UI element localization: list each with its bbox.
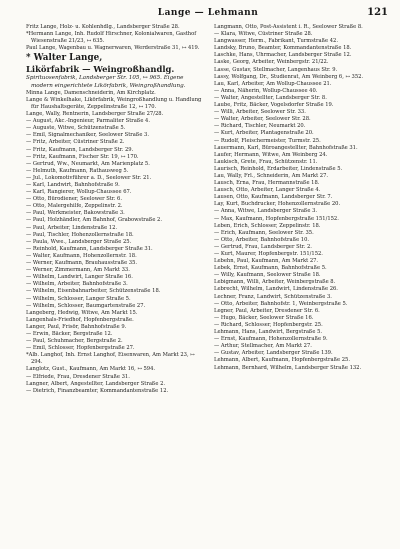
directory-entry: — Werner, Kaufmann, Brauhausstraße 35. — [26, 260, 138, 267]
directory-entry: Laukisch, Grete, Frau, Schützenstr. 11. — [214, 158, 318, 165]
directory-entry: — Otto, Arbeiter, Bahnhofstr. 1, Weinbergstraße 5. — [214, 300, 348, 307]
directory-entry: — Paul, Werkmeister, Bakowstraße 3. — [26, 210, 125, 217]
directory-entry: Paul Lange, Wagenbau u. Wagnerwaren, Werderstraße 31, ↦ 419. — [26, 45, 200, 52]
advertisement-name: * Walter Lange, — [26, 53, 103, 64]
directory-entry: Laschke, Hans, Uhrmacher, Landsberger Straße 12. — [214, 52, 352, 59]
directory-entry: — Kurt, Arbeiter, Plantagenstraße 20. — [214, 130, 314, 137]
directory-entry: Langwasser, Herm., Fabrikant, Turmstraße 42. — [214, 38, 338, 45]
directory-entry: — Paul, Schuhmacher, Bergstraße 2. — [26, 338, 123, 345]
directory-entry: — Ernst, Kaufmann, Hohenzollernstraße 9. — [214, 336, 328, 343]
directory-entry: Laufer, Hermann, Witwe, Am Weinberg 24. — [214, 151, 328, 158]
directory-entry: — Auguste, Witwe, Schützenstraße 5. — [26, 125, 126, 132]
directory-entry: — Max, Kaufmann, Hopfenbergstraße 151/152. — [214, 215, 339, 222]
directory-entry: Langer, Paul, Frisör, Bahnhofstraße 9. — [26, 323, 127, 330]
directory-entry: — Wilhelm, Arbeiter, Bahnhofstraße 3. — [26, 281, 128, 288]
directory-entry: — Fritz, Kaufmann, Fischer Str. 19, ↦ 170. — [26, 153, 139, 160]
directory-entry: Laske, Georg, Arbeiter, Weinbergstr. 21/22. — [214, 59, 329, 66]
directory-entry: — Helmuth, Kaufmann, Rathausweg 5. — [26, 167, 129, 174]
directory-entry: Lehmann, Bernhard, Wilhelm, Landsberger Straße 132. — [214, 364, 362, 371]
directory-entry: Langner, Albert, Angestellter, Landsberger Straße 2. — [26, 380, 166, 387]
directory-entry: — Otto, Malergehilfe, Zeppelinstr. 2. — [26, 203, 123, 210]
directory-entry: — Wilhelm, Landwirt, Langer Straße 16. — [26, 274, 133, 281]
directory-entry: — Wilhelm, Eisenbahnarbeiter, Schützenstraße 18. — [26, 288, 161, 295]
directory-entry: Lechner, Franz, Landwirt, Schützenstraße 3. — [214, 293, 332, 300]
directory-entry: Laurisch, Reinhold, Erdarbeiter, Lindenstraße 5. — [214, 165, 343, 172]
directory-entry: — Gustav, Arbeiter, Landsberger Straße 139. — [214, 350, 333, 357]
directory-entry: — Otto, Bürodiener, Seelower Str. 6. — [26, 196, 123, 203]
directory-entry: — Willy, Kaufmann, Seelower Straße 18. — [214, 272, 321, 279]
directory-entry: Lassy, Wolfgang, Dr., Studienrat, Am Weinberg 6, ↦ 352. — [214, 73, 364, 80]
directory-entry: Lasse, Gustav, Stellmacher, Langenhaus Str. 9. — [214, 66, 338, 73]
directory-entry: Minna Lange, Damenschneiderin, Am Kirchplatz. — [26, 89, 156, 96]
directory-entry: — Emil, Schlosser, Hopfenbergstraße 27. — [26, 345, 135, 352]
directory-entry: — Paul, Tischler, Hohenzollernstraße 18. — [26, 231, 134, 238]
directory-entry: Fritz Lange, Holz- u. Kohlenhdlg., Landsberger Straße 28. — [26, 24, 180, 30]
directory-entry: — Otto, Arbeiter, Bahnhofstraße 10. — [214, 236, 310, 243]
directory-entry: — Dietrich, Finanzbeamter, Kommandantenstraße 12. — [26, 387, 169, 394]
directory-columns — [26, 24, 390, 544]
directory-entry: Langmann, Otto, Post-Assistent i. R., Seelower Straße 8. — [214, 24, 363, 30]
directory-entry: Langenhals-Friedhof, Hopfenbergstraße. — [26, 316, 134, 323]
directory-entry: — Richard, Tischler, Neumarkt 20. — [214, 123, 306, 130]
directory-entry: Lauermann, Karl, Büroangestellter, Bahnhofstraße 31. — [214, 144, 358, 151]
directory-entry: — Paul, Holzhändler, Am Bahnhof, Grabowstraße 2. — [26, 217, 163, 224]
directory-entry: — Rudolf, Fleischermeister, Turmstr. 25. — [214, 137, 321, 144]
directory-entry: Lausch, Otto, Arbeiter, Langer Straße 4. — [214, 187, 321, 194]
directory-entry: — Gertrud, Frau, Landsberger Str. 2. — [214, 243, 312, 250]
directory-entry: Lebek, Ernst, Kaufmann, Bahnhofstraße 5. — [214, 265, 327, 272]
directory-entry: Laube, Fritz, Bäcker, Vogelsdorfer Straße 19. — [214, 102, 334, 109]
directory-entry: — Walter, Kaufmann, Hohenzollernstr. 18. — [26, 252, 137, 259]
directory-entry: — Emil, Signalmechaniker, Seelower Straße 3. — [26, 132, 149, 139]
directory-entry: Lange & Winkelhake, Likörfabrik, Weingroßhandlung u. Handlung für Haushaltsgeräte, Zeppelinstraße 12, ↦ 170. — [26, 96, 202, 110]
directory-entry: Lehmann, Hans, Landwirt, Bergstraße 5. — [214, 329, 323, 336]
directory-entry: — Fritz, Arbeiter, Cüstriner Straße 2. — [26, 139, 125, 146]
directory-entry: *Hermann Lange, Inh. Rudolf Hirschner, Kolonialwaren, Gasthof Wiesenstraße 21/23, ↦ 635. — [26, 31, 197, 45]
directory-entry: Lausch, Erna, Frau, Hermannstraße 18. — [214, 180, 320, 187]
page-number: 121 — [367, 7, 388, 18]
directory-entry: *Alb. Langhof, Inh. Ernst Langhof, Eisenwaren, Am Markt 23, ↦ 294. — [26, 352, 195, 366]
directory-entry: Lay, Kurt, Buchdrucker, Hohenzollernstraße 20. — [214, 201, 341, 208]
directory-entry: — Wilhelm, Schlosser, Langer Straße 5. — [26, 295, 131, 302]
directory-entry: — Hugo, Bäcker, Seelower Straße 16. — [214, 314, 314, 321]
directory-entry: Leben, Erich, Schlosser, Zeppelinstr. 18. — [214, 222, 321, 229]
directory-entry: — Fritz, Kaufmann, Landsberger Str. 29. — [26, 146, 134, 153]
directory-entry: — Jul., Lokomotivführer a. D., Seelower Str. 21. — [26, 174, 152, 181]
advertisement-description: Spirituosenfabrik, Landsberger Str. 105, ↦ 965. Eigene modern eingerichtete Likörfabrik, Weingroßhandlung. — [26, 75, 186, 89]
directory-entry: — Willi, Arbeiter, Seelower Str. 33. — [214, 109, 306, 116]
page-header — [26, 6, 390, 24]
directory-entry: Lange, Wally, Rentnerin, Landsberger Straße 27/28. — [26, 111, 164, 118]
directory-entry: Langeberg, Hedwig, Witwe, Am Markt 15. — [26, 309, 138, 316]
directory-entry: — Arthur, Stellmacher, Am Markt 27. — [214, 343, 312, 350]
directory-entry: — Walter, Arbeiter, Seelower Str. 28. — [214, 116, 311, 123]
left-column — [26, 24, 202, 544]
directory-entry: — Anna, Näherin, Wollup-Chaussee 40. — [214, 87, 318, 94]
directory-entry: — Wilhelm, Schlosser, Baumgartenstraße 27. — [26, 302, 146, 309]
directory-entry: — Kurt, Maurer, Hopfenbergstr. 151/152. — [214, 251, 323, 257]
directory-entry: Lehmann, Albert, Kaufmann, Hopfenbergstraße 25. — [214, 357, 350, 364]
directory-entry: — Walter, Angestellter, Landsberger Str. 8. — [214, 94, 327, 101]
running-head: Lange — Lehmann — [157, 8, 259, 18]
directory-entry: — Erich, Kaufmann, Seelower Str. 35. — [214, 229, 314, 236]
directory-entry: Lau, Wally, Frl., Schneiderin, Am Markt 27. — [214, 172, 329, 179]
directory-entry: Lebrecht, Wilhelm, Landwirt, Lindenstraße 26. — [214, 286, 338, 293]
right-column — [214, 24, 390, 544]
directory-entry: — Karl, Landwirt, Bahnhofstraße 9. — [26, 182, 120, 188]
directory-entry: — Paula, Wwe., Landsberger Straße 25. — [26, 238, 132, 245]
directory-entry: — Richard, Schlosser, Hopfenbergstr. 25. — [214, 321, 323, 328]
directory-entry: — Elfriede, Frau, Dresdener Straße 31. — [26, 373, 130, 380]
directory-entry: — Klara, Witwe, Cüstriner Straße 28. — [214, 31, 313, 38]
directory-entry: Lebehn, Paul, Kaufmann, Am Markt 27. — [214, 258, 319, 265]
directory-entry: — Karl, Rangierer, Wollup-Chaussee 67. — [26, 189, 132, 196]
directory-entry: Lau, Karl, Arbeiter, Am Wollup-Chaussee 21. — [214, 80, 332, 87]
directory-entry: Landsky, Bruno, Beamter, Kommandantenstraße 18. — [214, 45, 352, 52]
directory-entry: — Gertrud, Ww., Neumarkt, Am Marienplatz 5. — [26, 160, 150, 167]
directory-entry: Lausen, Otto, Kaufmann, Landsberger Str. 7. — [214, 194, 333, 201]
directory-entry: — Anna, Witwe, Landsberger Straße 3. — [214, 208, 318, 215]
directory-entry: Lebigmann, Willi, Arbeiter, Weinbergstraße 8. — [214, 279, 336, 286]
directory-entry: — Erwin, Bäcker, Bergstraße 12. — [26, 330, 113, 337]
directory-entry: Langlotz, Gust., Kaufmann, Am Markt 16, ↦ 594. — [26, 366, 156, 373]
directory-entry: — Reinhold, Kaufmann, Landsberger Straße 31. — [26, 245, 153, 252]
directory-entry: — Werner, Zimmermann, Am Markt 33. — [26, 267, 130, 274]
directory-entry: Legner, Paul, Arbeiter, Dresdener Str. 6. — [214, 307, 320, 314]
directory-entry: — August, Akc.-Ingenieur, Parmaliter Straße 4. — [26, 118, 151, 125]
directory-entry: — Paul, Arbeiter, Lindenstraße 12. — [26, 224, 118, 231]
advertisement-title: Likörfabrik — Weingroßhandlg. — [26, 64, 175, 75]
